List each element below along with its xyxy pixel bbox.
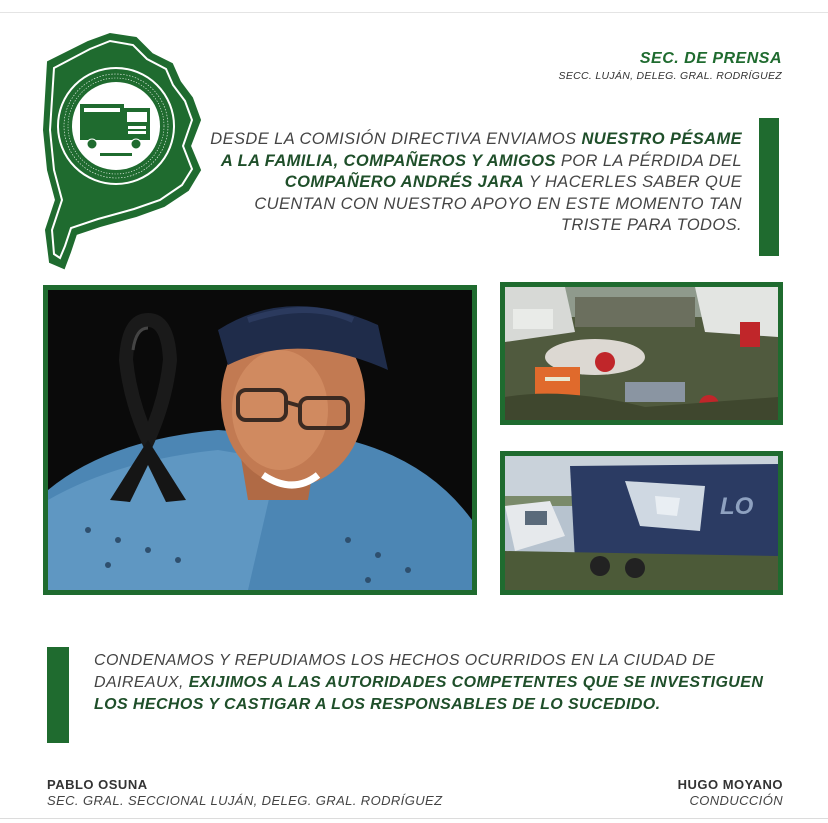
signature-right-role: CONDUCCIÓN bbox=[689, 793, 783, 808]
signature-left-role: SEC. GRAL. SECCIONAL LUJÁN, DELEG. GRAL. RODRÍGUEZ bbox=[47, 793, 443, 808]
truck-brand-text: LO bbox=[720, 493, 754, 520]
condolence-message bbox=[200, 129, 742, 237]
bottom-divider bbox=[0, 818, 828, 819]
signature-left-name: PABLO OSUNA bbox=[47, 777, 148, 792]
statement-message bbox=[94, 650, 784, 716]
condolence-bold-1: NUESTRO PÉSAME A LA FAMILIA, COMPAÑEROS Y AMIGOS bbox=[220, 130, 742, 170]
accident-photo-rescue bbox=[500, 282, 783, 425]
accent-bar-left bbox=[47, 647, 69, 743]
signature-left bbox=[47, 777, 442, 808]
press-subtitle: SECC. LUJÁN, DELEG. GRAL. RODRÍGUEZ bbox=[558, 70, 782, 82]
condolence-text-2: POR LA PÉRDIDA DEL bbox=[555, 151, 742, 170]
condolence-bold-2: COMPAÑERO ANDRÉS JARA bbox=[284, 173, 525, 191]
signature-right bbox=[678, 777, 783, 808]
portrait-photo bbox=[43, 285, 477, 595]
statement-bold-1: EXIJIMOS A LAS AUTORIDADES COMPETENTES QUE SE INVESTIGUEN LOS HECHOS Y CASTIGAR A LOS RESPONSABLES DE LO SUCEDIDO. bbox=[94, 674, 764, 713]
press-title: SEC. DE PRENSA bbox=[639, 50, 782, 67]
signature-right-name: HUGO MOYANO bbox=[677, 777, 783, 792]
condolence-text-3: Y HACERLES SABER QUE CUENTAN CON NUESTRO APOYO EN ESTE MOMENTO TAN TRISTE PARA TODOS. bbox=[254, 173, 742, 234]
statement-text-1: CONDENAMOS Y REPUDIAMOS LOS HECHOS OCURRIDOS EN LA CIUDAD DE DAIREAUX, bbox=[94, 652, 716, 691]
union-logo bbox=[40, 30, 215, 272]
press-header bbox=[559, 50, 782, 82]
top-divider bbox=[0, 12, 828, 13]
accent-bar-right bbox=[759, 118, 779, 256]
accident-photo-truck bbox=[500, 451, 783, 595]
condolence-text-1: DESDE LA COMISIÓN DIRECTIVA ENVIAMOS bbox=[210, 130, 582, 148]
